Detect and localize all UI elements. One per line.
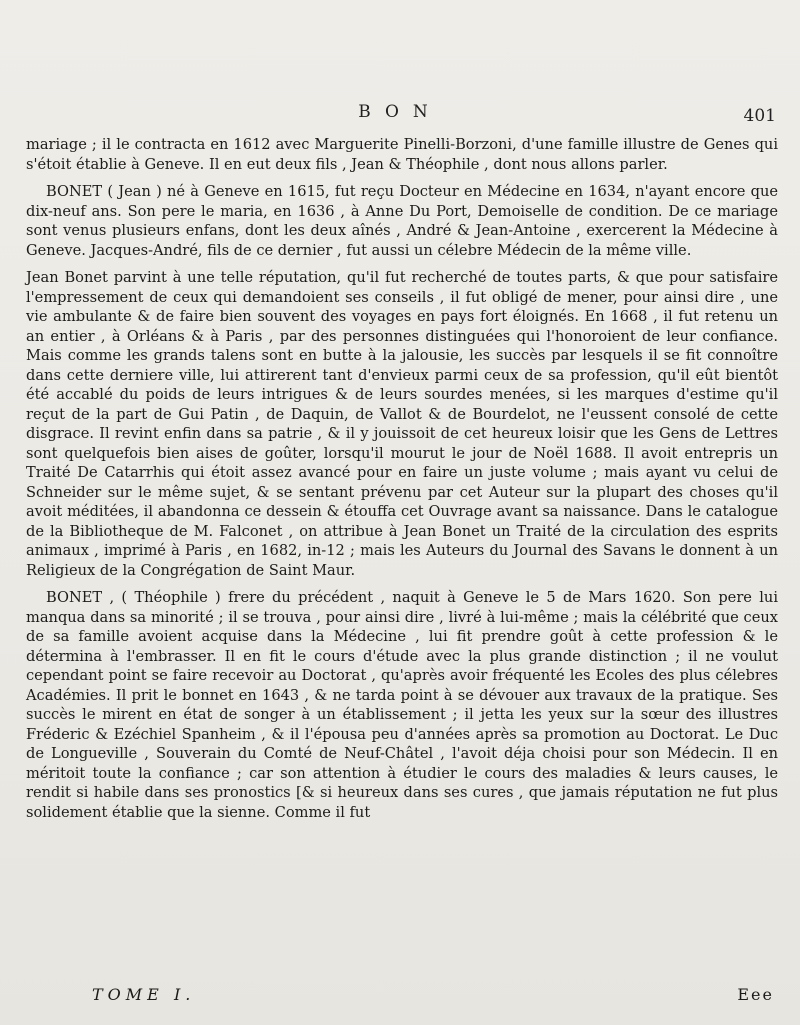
body-text (26, 135, 778, 822)
volume-signature: TOME I. (92, 985, 196, 1004)
paragraph-bonet-theophile: BONET , ( Théophile ) frere du précédent , naquit à Geneve le 5 de Mars 1620. Son pere lui manqua dans sa minorité ; il se trouva , pour ainsi dire , livré à lui-même ; mais la célébrité que ceux de sa famille avoient acquise dans la Médecine , lui fit prendre goût à cette profession & le détermina à l'embrasser. Il en fit le cours d'étude avec la plus grande distinction ; il ne voulut cependant point se faire recevoir au Doctorat , qu'après avoir fréquenté les Ecoles des plus célebres Académies. Il prit le bonnet en 1643 , & ne tarda point à se dévouer aux travaux de la pratique. Ses succès le mirent en état de songer à un établissement ; il jetta les yeux sur la sœur des illustres Fréderic & Ezéchiel Spanheim , & il l'épousa peu d'années après sa promotion au Doctorat. Le Duc de Longueville , Souverain du Comté de Neuf-Châtel , l'avoit déja choisi pour son Médecin. Il en méritoit toute la confiance ; car son attention à étudier le cours des maladies & leurs causes, le rendit si habile dans ses pronostics [& si heureux dans ses cures , que jamais réputation ne fut plus solidement établie que la sienne. Comme il fut (26, 589, 778, 821)
running-head-title: BON (358, 102, 442, 122)
paragraph-continuation: mariage ; il le contracta en 1612 avec Marguerite Pinelli-Borzoni, d'une famille illustre de Genes qui s'étoit établie à Geneve. Il en eut deux fils , Jean & Théophile , dont nous allons parler. (26, 136, 778, 173)
paragraph-jean-bonet-career: Jean Bonet parvint à une telle réputation, qu'il fut recherché de toutes parts, & que pour satisfaire l'empressement de ceux qui demandoient ses conseils , il fut obligé de mener, pour ainsi dire , une vie ambulante & de faire bien souvent des voyages en pays fort éloignés. En 1668 , il fut retenu un an entier , à Orléans & à Paris , par des personnes distinguées qui l'honoroient de leur confiance. Mais comme les grands talens sont en butte à la jalousie, les succès par lesquels il se fit connoître dans cette derniere ville, lui attirerent tant d'envieux parmi ceux de sa profession, qu'il eût bientôt été accablé du poids de leurs intrigues & de leurs sourdes menées, si les marques d'estime qu'il reçut de la part de Gui Patin , de Daquin, de Vallot & de Bourdelot, ne l'eussent consolé de cette disgrace. Il revint enfin dans sa patrie , & il y jouissoit de cet heureux loisir que les Gens de Lettres sont quelquefois bien aises de goûter, lorsqu'il mourut le jour de Noël 1688. Il avoit entrepris un Traité De Catarrhis qui étoit assez avancé pour en faire un juste volume ; mais ayant vu celui de Schneider sur le même sujet, & se sentant prévenu par cet Auteur sur la plupart des choses qu'il avoit méditées, il abandonna ce dessein & étouffa cet Ouvrage avant sa naissance. Dans le catalogue de la Bibliotheque de M. Falconet , on attribue à Jean Bonet un Traité de la circulation des esprits animaux , imprimé à Paris , en 1682, in-12 ; mais les Auteurs du Journal des Savans le donnent à un Religieux de la Congrégation de Saint Maur. (26, 269, 778, 579)
gathering-signature: Eee (737, 985, 774, 1004)
page-number: 401 (743, 106, 776, 126)
paragraph-bonet-jean: BONET ( Jean ) né à Geneve en 1615, fut reçu Docteur en Médecine en 1634, n'ayant encore que dix-neuf ans. Son pere le maria, en 1636 , à Anne Du Port, Demoiselle de condition. De ce mariage sont venus plusieurs enfans, dont les deux aînés , André & Jean-Antoine , exercerent la Médecine à Geneve. Jacques-André, fils de ce dernier , fut aussi un célebre Médecin de la même ville. (26, 183, 778, 259)
